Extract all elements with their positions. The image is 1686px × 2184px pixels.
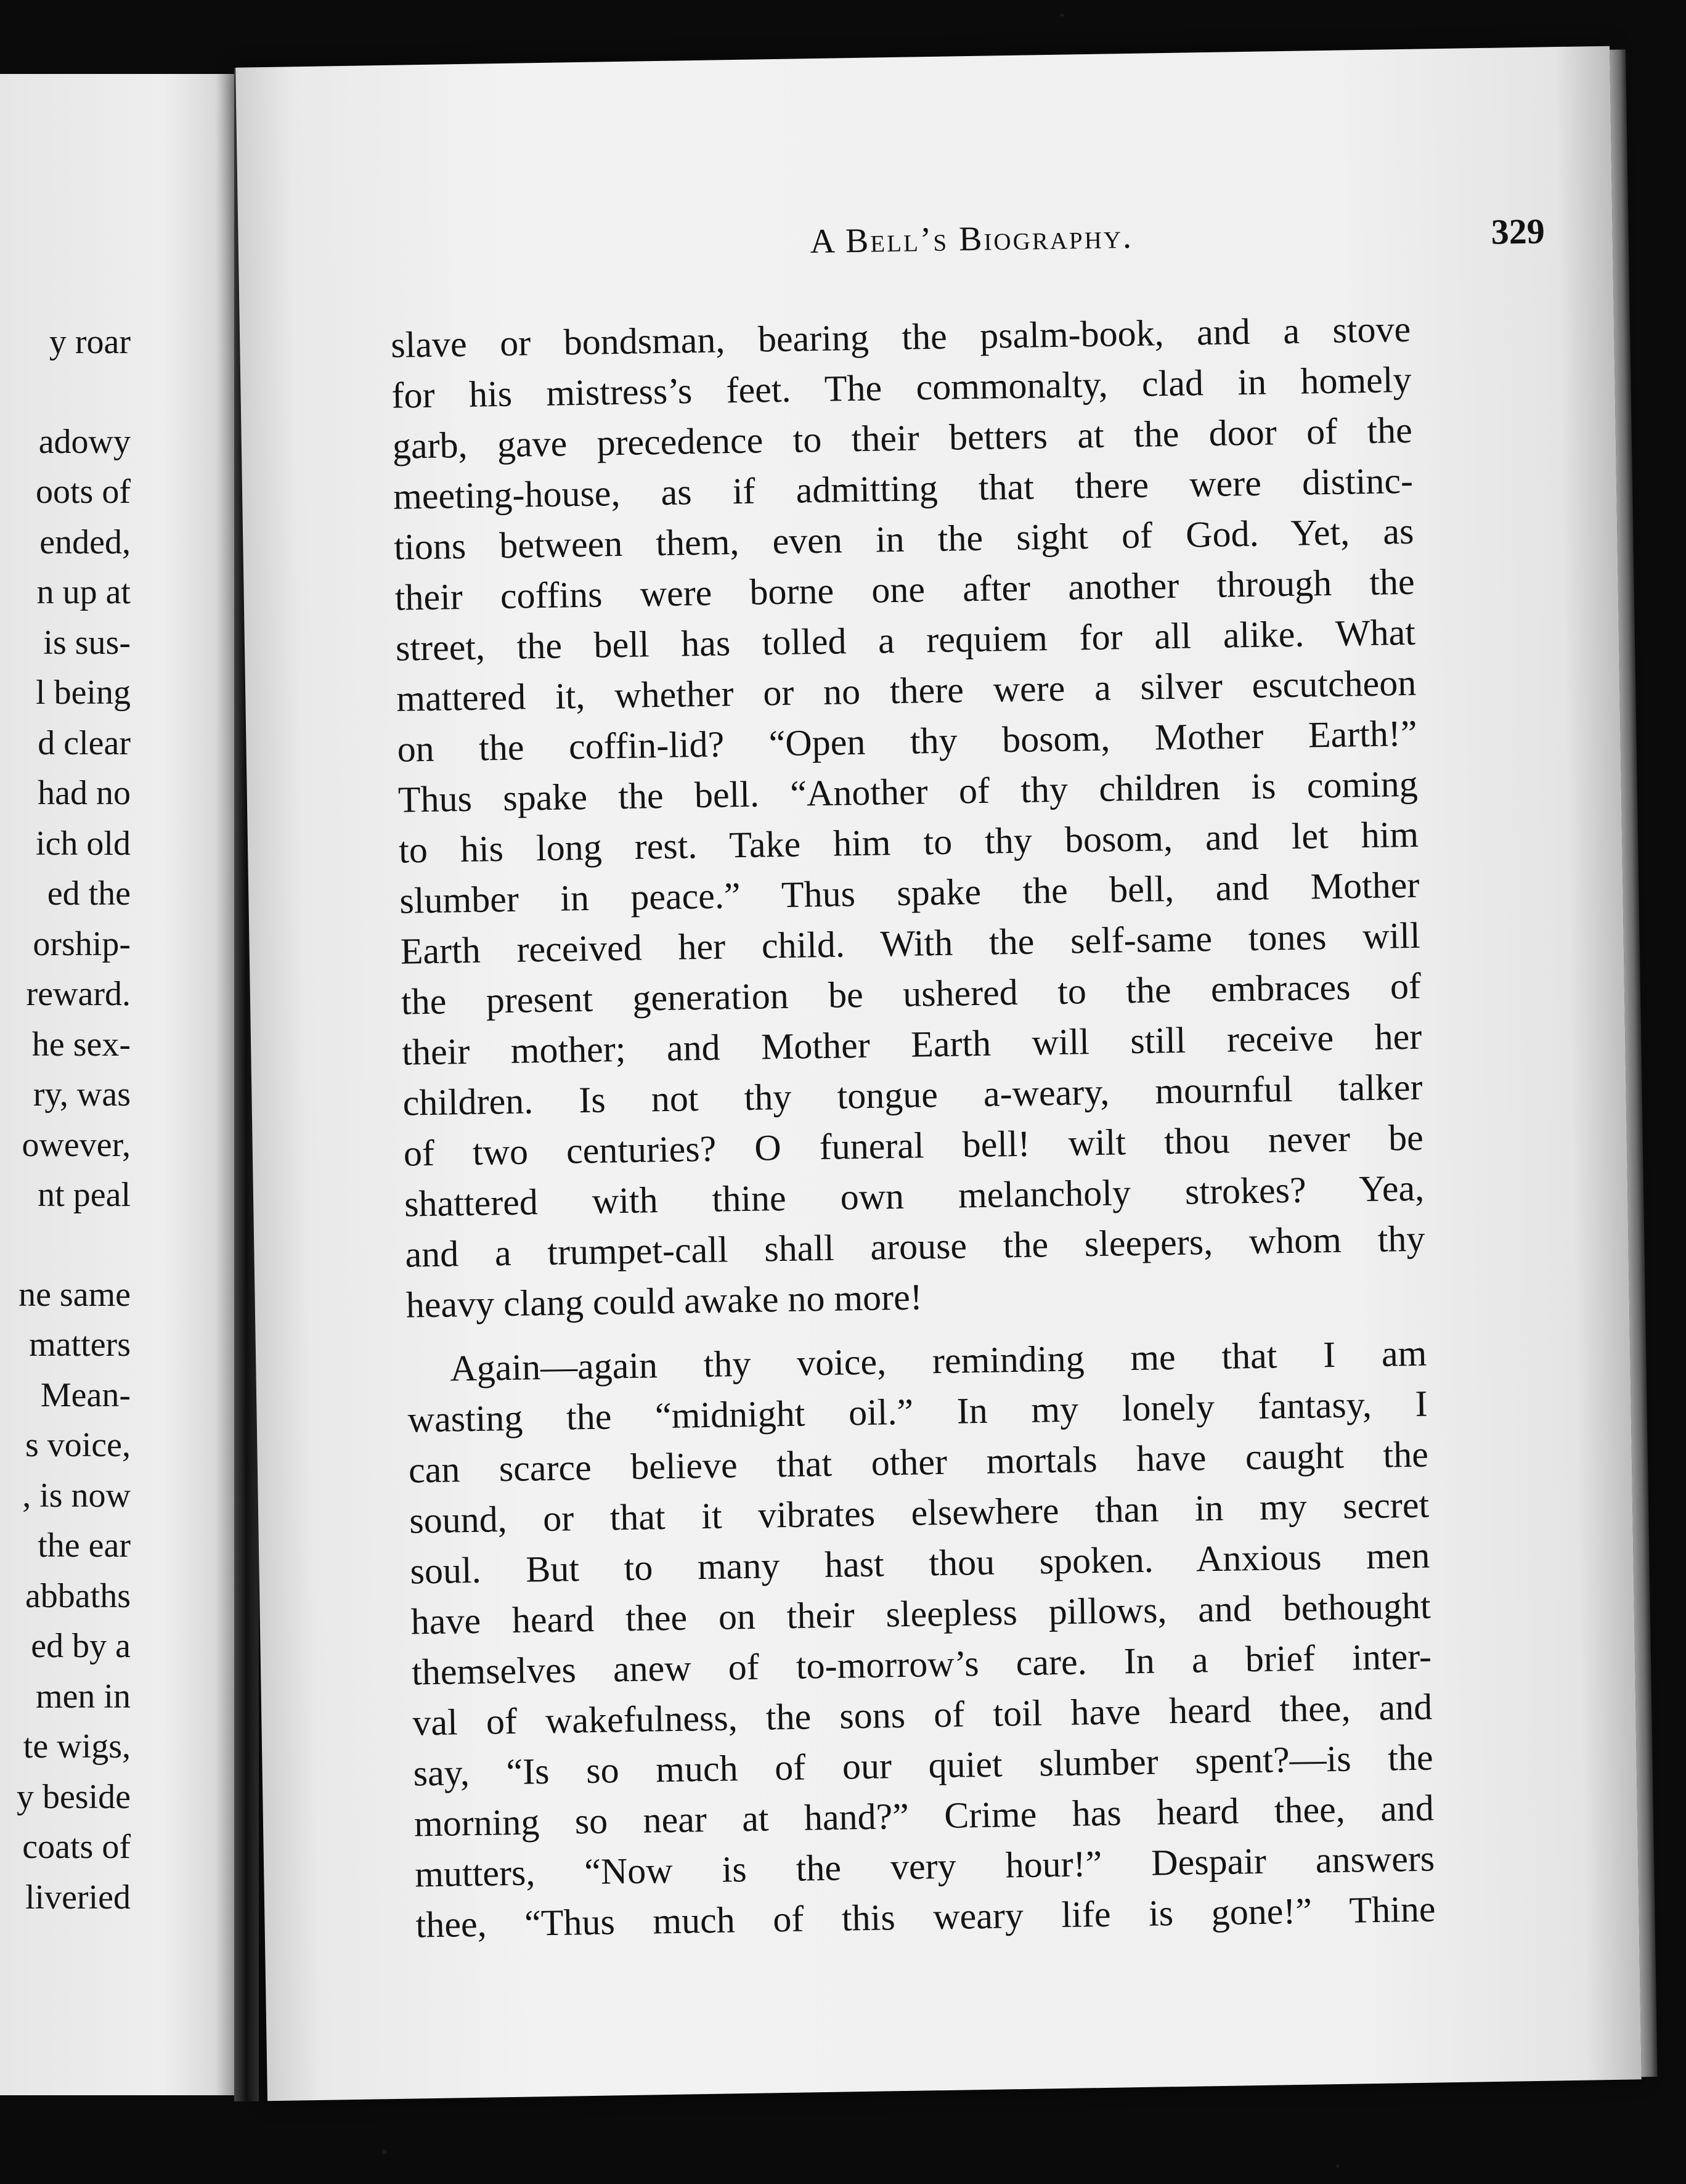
facing-page-line: d clear (38, 723, 131, 762)
text-line: val of wakefulness, the sons of toil have heard thee, and (412, 1686, 1433, 1743)
facing-page-line: men in (36, 1677, 131, 1716)
text-line: their mother; and Mother Earth will still receive her (401, 1016, 1422, 1073)
text-line: garb, gave precedence to their betters at the door of the (392, 409, 1413, 467)
text-line: sound, or that it vibrates elsewhere than in my secret (409, 1484, 1430, 1541)
facing-page-blank-line (0, 1221, 131, 1270)
text-line: thee, “Thus much of this weary life is gone!” Thine (415, 1888, 1436, 1946)
facing-page-line: nt peal (38, 1176, 131, 1214)
text-line: Again—again thy voice, reminding me that I am (449, 1332, 1427, 1389)
text-line: morning so near at hand?” Crime has heard thee, and (413, 1787, 1435, 1844)
facing-page-line: had no (38, 774, 131, 812)
facing-page-left (0, 74, 234, 2095)
text-line: the present generation be ushered to the embraces of (401, 965, 1422, 1022)
facing-page-line: , is now (22, 1476, 131, 1515)
text-line: shattered with thine own melancholy strokes? Yea, (404, 1167, 1425, 1224)
facing-page-line: abbaths (25, 1576, 131, 1615)
facing-page-line: ed by a (31, 1627, 131, 1665)
dust-speck (1060, 14, 1064, 17)
text-line: slave or bondsman, bearing the psalm-book, and a stove (390, 308, 1411, 365)
facing-page-blank-line (0, 368, 131, 417)
facing-page-line: liveried (25, 1878, 131, 1917)
facing-page-line: y roar (49, 323, 131, 361)
text-line: Thus spake the bell. “Another of thy children is coming (397, 763, 1419, 820)
facing-page-line: ended, (39, 523, 131, 561)
dust-speck (1336, 2164, 1340, 2168)
text-line: say, “Is so much of our quiet slumber spent?—is the (413, 1737, 1434, 1794)
text-line: and a trumpet-call shall arouse the sleepers, whom thy (404, 1218, 1425, 1275)
facing-page-text (0, 317, 131, 1923)
page-body-text (391, 304, 1436, 1950)
facing-page-line: reward. (26, 975, 131, 1013)
facing-page-line: ry, was (33, 1075, 131, 1114)
facing-page-line: oots of (36, 473, 131, 511)
facing-page-line: y beside (16, 1777, 131, 1816)
facing-page-line: matters (29, 1326, 131, 1364)
text-line: on the coffin-lid? “Open thy bosom, Mother Earth!” (397, 712, 1417, 770)
facing-page-line: is sus- (43, 623, 131, 662)
facing-page-line: te wigs, (23, 1727, 131, 1766)
text-line: their coffins were borne one after another through the (394, 561, 1415, 618)
text-line: Earth received her child. With the self-same tones will (400, 915, 1421, 972)
text-line: have heard thee on their sleepless pillows, and bethought (410, 1585, 1431, 1642)
facing-page-line: Mean- (40, 1375, 131, 1414)
facing-page-line: owever, (22, 1125, 131, 1164)
facing-page-line: n up at (36, 573, 131, 611)
facing-page-line: s voice, (25, 1426, 131, 1464)
text-line: meeting-house, as if admitting that there were distinc- (393, 460, 1414, 517)
facing-page-line: coats of (22, 1828, 131, 1866)
page-329 (235, 46, 1642, 2101)
facing-page-line: l being (36, 674, 131, 712)
text-line: to his long rest. Take him to thy bosom, and let him (398, 813, 1419, 871)
running-head (380, 210, 1563, 284)
facing-page-line: the ear (38, 1526, 131, 1565)
text-line: themselves anew of to-morrow’s care. In a brief inter- (411, 1636, 1432, 1693)
text-line: can scarce believe that other mortals have caught the (408, 1433, 1429, 1491)
facing-page-line: orship- (33, 924, 131, 963)
text-line: wasting the “midnight oil.” In my lonely fantasy, I (407, 1383, 1428, 1440)
text-line: of two centuries? O funeral bell! wilt thou never be (403, 1117, 1424, 1174)
page-number: 329 (1491, 211, 1546, 252)
facing-page-line: ed the (47, 874, 131, 913)
text-line: children. Is not thy tongue a-weary, mournful talker (402, 1066, 1423, 1123)
text-line: street, the bell has tolled a requiem for all alike. What (395, 611, 1416, 669)
page-edge (1610, 49, 1658, 2077)
text-line: for his mistress’s feet. The commonalty, clad in homely (391, 359, 1412, 416)
text-line: soul. But to many hast thou spoken. Anxious men (410, 1534, 1430, 1592)
text-line: slumber in peace.” Thus spake the bell, and Mother (399, 864, 1420, 921)
text-line: mutters, “Now is the very hour!” Despair answers (414, 1838, 1435, 1895)
text-line: tions between them, even in the sight of God. Yet, as (393, 510, 1414, 568)
paragraph (407, 1328, 1436, 1950)
text-line: heavy clang could awake no more! (405, 1276, 923, 1326)
paragraph (391, 304, 1427, 1330)
text-line: mattered it, whether or no there were a silver escutcheon (396, 662, 1417, 719)
facing-page-line: ne same (18, 1275, 131, 1314)
dust-speck (382, 2149, 387, 2154)
facing-page-line: adowy (38, 422, 131, 461)
facing-page-line: ich old (36, 824, 131, 863)
facing-page-line: he sex- (31, 1025, 131, 1064)
running-head-title: A Bell’s Biography. (810, 217, 1134, 261)
